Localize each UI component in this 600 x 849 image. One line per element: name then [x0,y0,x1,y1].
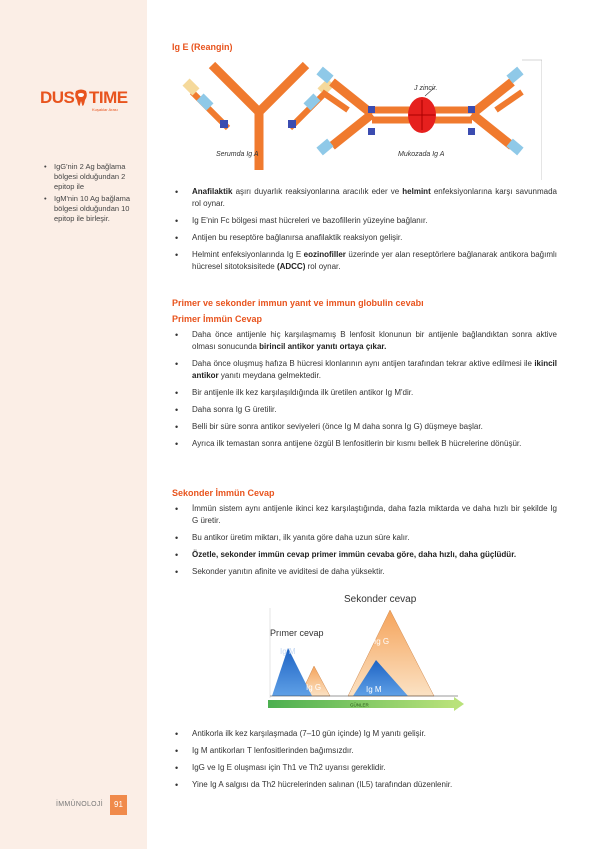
list-item: • Helmint enfeksiyonlarında Ig E eozinofiller üzerinde yer alan reseptörlere bağlanarak antikora bağımlı hücresel sitotoksisitede (ADCC) rol oynar. [172,249,557,273]
subtitle-sekonder: Sekonder İmmün Cevap [172,488,275,498]
side-note: • IgM'nin 10 Ag bağlama bölgesi olduğundan 10 epitop ile birleşir. [44,194,144,224]
list-item: • Daha sonra Ig G üretilir. [172,404,557,416]
logo-text-left: DUS [40,88,75,107]
list-item: • Ayrıca ilk temastan sonra antijene özgül B lenfositlerin bir kısmı bellek B hücrelerine dönüşür. [172,438,557,450]
label-igg-secondary: Ig G [374,637,390,646]
label-mucosa-iga: Mukozada Ig A [398,151,445,158]
sekonder-bullet-list [172,503,557,583]
footer-label: İMMÜNOLOJİ [56,801,103,808]
label-sekonder-cevap: Sekonder cevap [344,594,417,605]
primer-bullet-list [172,329,557,455]
label-igg-primary: Ig G [306,683,322,692]
immune-response-graph [258,588,468,718]
after-graph-bullet-list [172,728,557,796]
side-note: • IgG'nin 2 Ag bağlama bölgesi olduğundan 2 epitop ile [44,162,144,192]
list-item: • Ig M antikorları T lenfositlerinden bağımsızdır. [172,745,557,757]
list-item: • Yine Ig A salgısı da Th2 hücrelerinden salınan (IL5) tarafından düzenlenir. [172,779,557,791]
list-item: • Bu antikor üretim miktarı, ilk yanıta göre daha uzun süre kalır. [172,532,557,544]
mucosa-iga-figure [316,60,542,180]
label-igm-primary: Ig M [280,647,296,656]
list-item: • Daha önce oluşmuş hafıza B hücresi klonlarının aynı antijen tarafından tekrar aktive edilmesi ile ikincil antikor yanıtı meydana gelmektedir. [172,358,557,382]
list-item: • Anafilaktik aşırı duyarlık reaksiyonlarına aracılık eder ve helmint enfeksiyonlarına karşı savunmada rol oynar. [172,186,557,210]
page-number: 91 [110,795,127,815]
ige-bullet-list [172,186,557,278]
iga-antibody-diagram [172,52,542,180]
label-igm-secondary: Ig M [366,685,382,694]
list-item: • Sekonder yanıtın afinite ve aviditesi de daha yüksektir. [172,566,557,578]
label-j-chain: J zincir. [414,85,438,92]
list-item: • Belli bir süre sonra antikor seviyeleri (önce Ig M daha sonra Ig G) düşmeye başlar. [172,421,557,433]
list-item: • Ig E'nin Fc bölgesi mast hücreleri ve bazofillerin yüzeyine bağlanır. [172,215,557,227]
logo [40,88,130,114]
logo-text-right: TIME [89,88,128,107]
list-item: • Özetle, sekonder immün cevap primer immün cevaba göre, daha hızlı, daha güçlüdür. [172,549,557,561]
list-item: • Antikorla ilk kez karşılaşmada (7–10 gün içinde) Ig M yanıtı gelişir. [172,728,557,740]
label-primer-cevap: Prımer cevap [270,628,324,638]
label-time-axis: GÜNLER [350,702,369,708]
list-item: • Bir antijenle ilk kez karşılaşıldığında ilk üretilen antikor Ig M'dir. [172,387,557,399]
label-serum-iga: Serumda Ig A [216,151,259,158]
list-item: • Antijen bu reseptöre bağlanırsa anafilaktik reaksiyon gelişir. [172,232,557,244]
tooth-icon [73,88,89,108]
list-item: • Daha önce antijenle hiç karşılaşmamış B lenfosit klonunun bir antijenle bağlandıktan sonra aktive olması sonucunda birincil antikor yanıtı ortaya çıkar. [172,329,557,353]
list-item: • İmmün sistem aynı antijenle ikinci kez karşılaştığında, daha fazla miktarda ve daha hızlı bir şekilde Ig G üretir. [172,503,557,527]
section-title-ige: Ig E (Reangin) [172,42,233,52]
side-notes [44,162,144,226]
list-item: • IgG ve Ig E oluşması için Th1 ve Th2 uyarısı gereklidir. [172,762,557,774]
logo-tagline: Kuşaklar Arası [92,107,118,112]
subtitle-primer: Primer İmmün Cevap [172,314,263,324]
sidebar [0,0,147,849]
time-axis-arrow [454,697,464,711]
section-title-immune-response: Primer ve sekonder immun yanıt ve immun globulin cevabı [172,298,424,308]
